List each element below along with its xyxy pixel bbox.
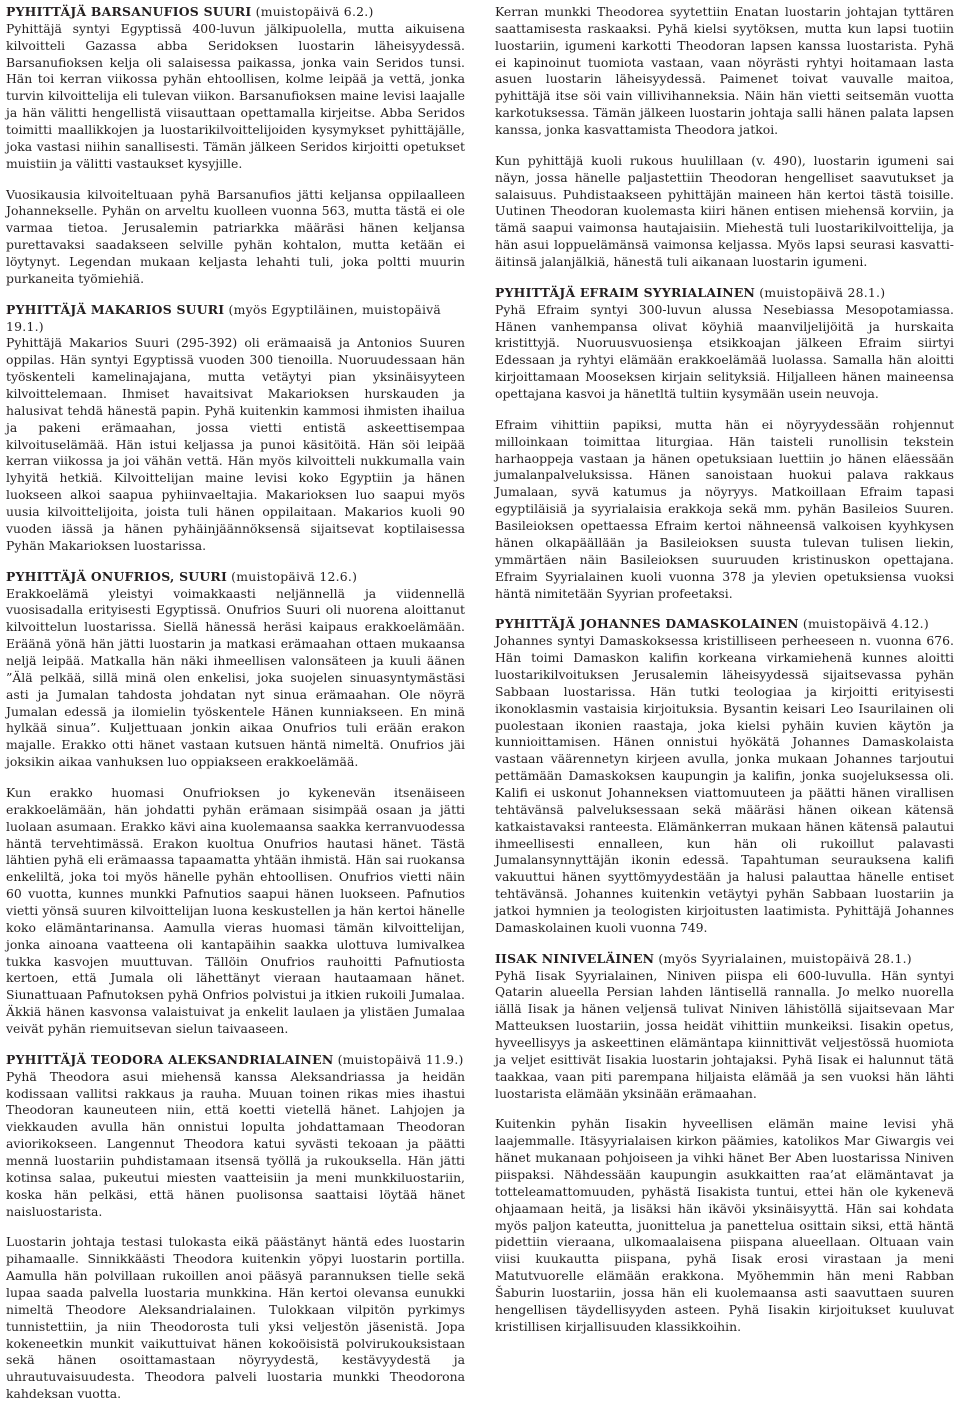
section-title: IISAK NINIVELÄINEN — [495, 950, 655, 966]
section-title: PYHITTÄJÄ BARSANUFIOS SUURI — [6, 4, 252, 19]
body-paragraph: Kun pyhittäjä kuoli rukous huulillaan (v. 490), luostarin igumeni sai näyn, jossa hänelle paljastettiin Theodoran hengelliset saavutukset ja salaisuus. Puhdistaakseen pyhittäjän maineen hän kertoi tästä toisille. Uutinen Theodoran kuolemasta kiiri hänen entisen miehensä korviin, ja tämä saapui vaimonsa hautajaisiin. Miehestä tuli luostarikilvoittelija, ja hän asui loppuelämänsä vaimonsa keljassa. Myös lapsi seurasi kasvatti-äitinsä jalanjälkiä, hänestä tuli aikanaan luostarin igumeni. — [495, 152, 954, 270]
section-date-note: (muistopäivä 28.1.) — [755, 284, 886, 300]
section-date-note: (muistopäivä 6.2.) — [251, 4, 374, 19]
section-title: PYHITTÄJÄ JOHANNES DAMASKOLAINEN — [495, 616, 799, 632]
section-date-note: (muistopäivä 11.9.) — [333, 1051, 464, 1067]
section-heading — [6, 569, 465, 586]
body-paragraph: Vuosikausia kilvoiteltuaan pyhä Barsanufios jätti keljansa oppilaalleen Johannekselle. Pyhän on arveltu kuolleen vuonna 563, mutta tästä ei ole varmaa tietoa. Jerusalemin patriarkka määräsi hänen keljansa purettavaksi saadakseen selville pyhän kohtalon, mutta ketään ei löytynyt. Legendan mukaan keljasta lehahti tuli, joka poltti muurin purkaneita työmiehiä. — [6, 186, 465, 286]
body-paragraph: Kuitenkin pyhän Iisakin hyveellisen elämän maine levisi yhä laajemmalle. Itäsyyrialaisen kirkon päämies, katolikos Mar Giwargis vei hänet mukanaan pohjoiseen ja vihki hänet Ber Aben luostarissa Niniven piispaksi. Nähdessään kaupungin asukkaitten raa’at elämäntavat ja totteleamattomuuden, pyhästä Iisakista tuntui, ettei hän ole kykenevä ohjaamaan heitä, ja lisäksi hän ikävöi yksinäisyyttä. Hän sai kohdata myös paljon kateutta, juonittelua ja panettelua osittain siksi, että häntä pidettiin vieraana, ulkomaalaisena piispana alueellaan. Oltuaan vain viisi kuukautta piispana, pyhä Iisak erosi virastaan ja meni Matutvuorelle elämään erakkona. Myöhemmin hän meni Rabban Šaburin luostariin, jossa hän eli kuolemaansa asti saavuttaen suuren hengellisen täydellisyyden asteen. Pyhä Iisakin kirjoitukset kuuluvat kristillisen kirjallisuuden klassikkoihin. — [495, 1116, 954, 1334]
body-paragraph: Luostarin johtaja testasi tulokasta eikä päästänyt häntä edes luostarin pihamaalle. Sinnikkäästi Theodora kuitenkin yöpyi luostarin portilla. Aamulla hän polvillaan rukoillen anoi pääsyä parannuksen tielle sekä lupaa saada palvella luostaria munkkina. Hän kertoi olevansa eunukki nimeltä Theodore Aleksandrialainen. Tulokkaan vilpitön pyrkimys tunnistettiin, ja niin Theodorosta tuli yksi veljestön jäsenistä. Jopa kokeneetkin munkit vaikuttuivat hänen kokoöisistä polvirukouksistaan sekä hänen osoittamastaan nöyryydestä, kestävyydestä ja uhrautuvaisuudesta. Theodora palveli luostaria munkki Theodorona kahdeksan vuotta. — [6, 1234, 465, 1402]
body-paragraph: Pyhittäjä Makarios Suuri (295-392) oli erämaaisä ja Antonios Suuren oppilas. Hän syntyi Egyptissä vuoden 300 tienoilla. Nuoruudessaan hän työskenteli kamelinajajana, mutta vetäytyi pian yksinäisyyteen kilvoittelemaan. Ihmiset havaitsivat Makarioksen hurskauden ja halusivat tehdä hänestä papin. Pyhä kuitenkin kammosi ihmisten ihailua ja pakeni erämaahan, jossa vietti entistä askeettisempaa kilvoituselämää. Hän istui keljassa ja punoi käsitöitä. Hän söi leipää kerran viikossa ja joi vähän vettä. Hän myös kilvoitteli nukkumalla vain lyhyitä hetkiä. Kilvoittelijan maine levisi koko Egyptiin ja hänen luokseen alkoi saapua pyhiinvaeltajia. Makarioksen luo saapui myös uusia kilvoittelijoita, joista tuli hänen oppilaitaan. Makarios kuoli 90 vuoden iässä ja hänen pyhäinjäännöksensä sijaitsevat koptilaisessa Pyhän Makarioksen luostarissa. — [6, 335, 465, 553]
body-paragraph: Pyhittäjä syntyi Egyptissä 400-luvun jälkipuolella, mutta aikuisena kilvoitteli Gazassa abba Seridoksen luostarin läheisyydessä. Barsanufioksen kelja oli salaisessa paikassa, jonka vain Seridos tunsi. Hän toi kerran viikossa pyhän ehtoollisen, kolme leipää ja vettä, jonka turvin kilvoittelija eli tulevan viikon. Barsanufioksen maine levisi laajalle ja hän välitti hengellistä viisauttaan opettamalla kirjeitse. Abba Seridos toimitti maallikkojen ja luostarikilvoittelijoiden kysymykset pyhittäjälle, joka vastasi niihin sanallisesti. Tämän jälkeen Seridos kirjoitti opetukset muistiin ja välitti vastaukset kysyjille. — [6, 20, 465, 171]
article-section — [495, 951, 954, 1336]
section-heading — [495, 285, 954, 302]
body-paragraph: Erakkoelämä yleistyi voimakkaasti neljännellä ja viidennellä vuosisadalla erityisesti Egyptissä. Onufrios Suuri oli nuorena aloittanut kilvoittelun luostarissa. Siellä hänessä heräsi kaipaus erakkoelämään. Eräänä yönä hän jätti luostarin ja matkasi erämaahan ottaen mukaansa neljä leipää. Matkalla hän näki ihmeellisen valonsäteen ja kuuli äänen ”Älä pelkää, sillä minä olen enkelisi, joka suojelen sinuasyntymästäsi asti ja Jumalan tahdosta johdatan nyt sinua erämaahan. Ole nöyrä Jumalan edessä ja ilomielin työskentele Hänen kunniakseen. En minä hylkää sinua”. Kuljettuaan jonkin aikaa Onufrios tuli erään erakon majalle. Erakko otti hänet vastaan kutsuen häntä nimeltä. Onufrios jäi joksikin aikaa vanhuksen luo oppiakseen erakkoelämää. — [6, 585, 465, 770]
article-section — [6, 569, 465, 1038]
section-heading — [6, 4, 465, 21]
body-paragraph: Pyhä Iisak Syyrialainen, Niniven piispa eli 600-luvulla. Hän syntyi Qatarin alueella Persian lahden läntisellä rannalla. Jo melko nuorella iällä Iisak ja hänen veljensä tulivat Niniven lähistöllä sijaitsevaan Mar Matteuksen luostariin, jossa heidät vihittiin munkeiksi. Iisakin opetus, hyveellisyys ja askeettinen elämäntapa kiinnittivät veljestössä huomiota ja veljet esittivät Iisakia luostarin johtajaksi. Pyhä Iisak ei halunnut tätä taakkaa, vaan piti parempana hiljaista elämää ja sen vuoksi hän lähti luostarista elämään yksinään erämaahan. — [495, 967, 954, 1101]
section-title: PYHITTÄJÄ ONUFRIOS, SUURI — [6, 568, 227, 584]
body-paragraph: Kerran munkki Theodorea syytettiin Enatan luostarin johtajan tyttären saattamisesta raskaaksi. Pyhä kielsi syytöksen, mutta kun lapsi tuotiin luostariin, igumeni karkotti Theodoran lapsen kanssa luostarista. Pyhä ei kapinoinut tuomiota vastaan, vaan nöyrästi ryhtyi hoitamaan lasta asuen luostarin läheisyydessä. Paimenet toivat vauvalle maitoa, pyhittäjä itse söi vain villivihanneksia. Näin hän vietti seitsemän vuotta karkotuksessa. Tämän jälkeen luostarin johtaja salli hänen palata lapsen kanssa, jonka kasvattamista Theodora jatkoi. — [495, 4, 954, 138]
section-heading — [495, 951, 954, 968]
body-paragraph: Kun erakko huomasi Onufrioksen jo kykenevän itsenäiseen erakkoelämään, hän johdatti pyhän erämaan sisimpää osaan ja jätti luolaan asumaan. Erakko kävi aina kuolemaansa saakka kerranvuodessa häntä tervehtimässä. Erakon kuoltua Onufrios hautasi hänet. Tästä lähtien pyhä eli erämaassa tapaamatta yhtään ihmistä. Hän sai ruokansa enkeliltä, joka toi myös hänelle pyhän ehtoollisen. Onufrios vietti näin 60 vuotta, kunnes munkki Pafnutios saapui hänen luokseen. Pafnutios vietti yönsä suuren kilvoittelijan luona keskustellen ja hän kertoi hänelle koko elämäntarinansa. Aamulla vieras huomasi tämän kilvoittelijan, jonka ainoana vaatteena oli kantapäihin saakka ulottuva lumivalkea tukka kasvojen muuttuvan. Tällöin Onufrios rauhoitti Pafnutiosta kertoen, että Jumala oli lähettänyt vieraan hautaamaan hänet. Siunattuaan Pafnutoksen pyhä Onfrios polvistui ja itkien rukoili Jumalaa. Äkkiä hänen kasvonsa valaistuivat ja enkelit laulaen ja ylistäen Jumalaa veivät pyhän riemuitsevan sielun taivaaseen. — [6, 784, 465, 1036]
section-date-note: (muistopäivä 4.12.) — [798, 616, 929, 632]
section-heading — [495, 616, 954, 633]
section-heading — [6, 1052, 465, 1069]
section-title: PYHITTÄJÄ MAKARIOS SUURI — [6, 301, 225, 317]
section-title: PYHITTÄJÄ TEODORA ALEKSANDRIALAINEN — [6, 1051, 334, 1067]
section-heading — [6, 302, 465, 336]
body-paragraph: Pyhä Efraim syntyi 300-luvun alussa Nesebiassa Mesopotamiassa. Hänen vanhempansa olivat köyhiä maanviljelijöitä ja hurskaita kristittyjä. Nuoruusvuosienşa etsikkoajan jälkeen Efraim siirtyi Edessaan ja ryhtyi elämään erakkoelämää luolassa. Samalla hän aloitti kirjoittamaan Mooseksen kirjain selityksiä. Hiljalleen hänen maineensa opettajana kasvoi ja hänetltä tultiin kysymään usein neuvoja. — [495, 301, 954, 402]
section-date-note: (muistopäivä 12.6.) — [226, 568, 358, 584]
section-title: PYHITTÄJÄ EFRAIM SYYRIALAINEN — [495, 284, 756, 300]
section-date-note: (myös Egyptiläinen, muistopäivä 19.1.) — [6, 301, 442, 334]
body-paragraph: Efraim vihittiin papiksi, mutta hän ei nöyryydessään rohjennut milloinkaan toimittaa liturgiaa. Hän taisteli runollisin tekstein harhaoppeja vastaan ja hänen opetuksiaan luettiin jo hänen eläessään jumalanpalveluksissa. Hänen sanoistaan huokui palava rakkaus Jumalaan, syvä katumus ja nöyryys. Matkoillaan Efraim tapasi egyptiläisiä ja syyrialaisia erakkoja sekä mm. pyhän Basileios Suuren. Basileioksen opettaessa Efraim kertoi nähneensä valkoisen kyyhkysen hänen olkapäällään ja Basileioksen suusta tulevan tulisen liekin, ymmärtäen näin Basileioksen suuruuden kristinuskon opettajana. Efraim Syyrialainen kuoli vuonna 378 ja ylevien opetuksiensa vuoksi häntä nimitetään Syyrian profeetaksi. — [495, 416, 954, 601]
article-section — [495, 616, 954, 936]
section-date-note: (myös Syyrialainen, muistopäivä 28.1.) — [654, 950, 912, 966]
article-section — [6, 302, 465, 555]
article-section — [6, 1052, 465, 1403]
article-section — [495, 4, 954, 271]
body-paragraph: Pyhä Theodora asui miehensä kanssa Aleksandriassa ja heidän kodissaan vallitsi rakkaus ja rauha. Muuan toinen rikas mies ihastui Theodoran kauneuteen niin, että koetti vietellä hänet. Lahjojen ja viekkauden avulla hän onnistui lopulta johdattamaan Theodoran aviorikokseen. Langennut Theodora katui syvästi tekoaan ja päätti mennä luostariin puhdistamaan itsensä työllä ja rukouksella. Hän jätti kotinsa salaa, pukeutui miesten vaatteisiin ja meni munkkiluostariin, koska hän pelkäsi, että hänen puolisonsa saattaisi löytää hänet naisluostarista. — [6, 1068, 465, 1219]
article-section — [495, 285, 954, 602]
body-paragraph: Johannes syntyi Damaskoksessa kristilliseen perheeseen n. vuonna 676. Hän toimi Damaskon kalifin korkeana virkamiehenä kunnes aloitti luostarikilvoituksen Jerusalemin läheisyydessä sijaitsevassa pyhän Sabbaan luostarissa. Hän tutki teologiaa ja kirjoitti erityisesti ikonoklasmin vastaisia kirjoituksia. Bysantin keisari Leo Isaurilainen oli puolestaan ikonien raastaja, joka kielsi pyhäin kuvien käytön ja kunnioittamisen. Hänen onnistui hyökätä Johannes Damaskolaista vastaan väärennetyn kirjeen avulla, jonka mukaan Johannes tarjoutui pettämään Damaskoksen kaupungin ja kalifin, jonka suojeluksessa oli. Kalifi ei uskonut Johanneksen viattomuuteen ja päätti hänen virallisen tehtävänsä palveluksessaan sekä määräsi hänen oikean kätensä katkaistavaksi ranteesta. Elämänkerran mukaan hänen kätensä palautui ihmeellisesti ennalleen, kun hän oli rukoillut palavasti Jumalansynnyttäjän ikonin edessä. Tapahtuman seurauksena kalifi vakuuttui hänen syyttömyydestään ja halusi palauttaa hänelle entiset tehtävänsä. Johannes kuitenkin vetäytyi pyhän Sabbaan luostariin ja jatkoi hymnien ja teologisten kirjoitusten laatimista. Pyhittäjä Johannes Damaskolainen kuoli vuonna 749. — [495, 633, 954, 935]
article-section — [6, 4, 465, 288]
